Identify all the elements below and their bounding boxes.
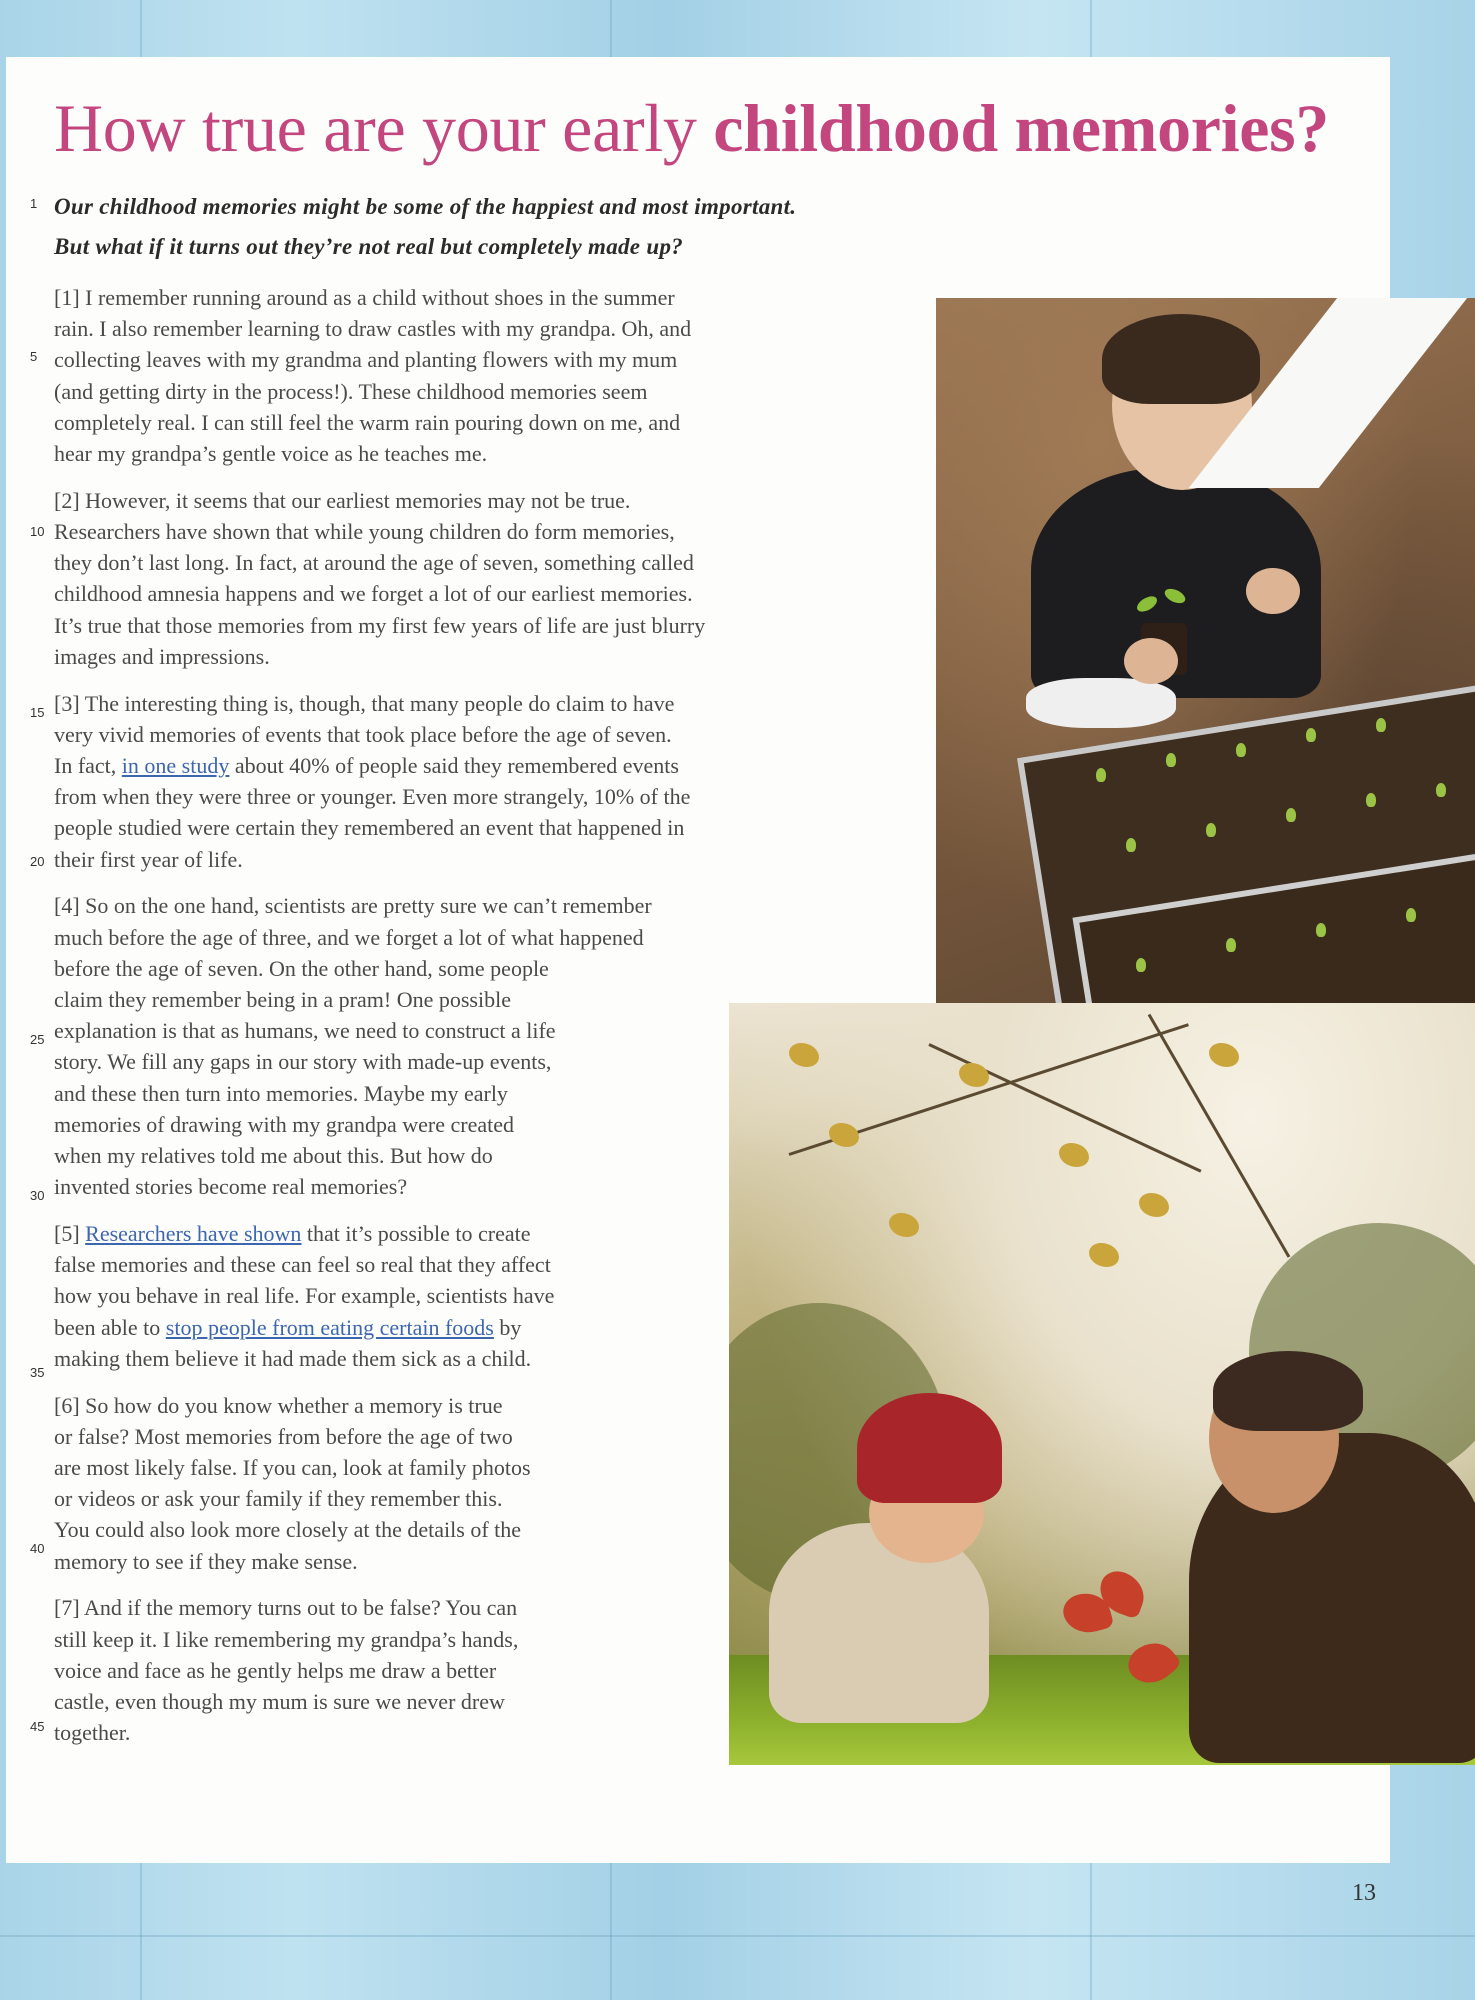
text-line: [2] However, it seems that our earliest memories may not be true. [54, 487, 631, 513]
text-line: childhood amnesia happens and we forget a lot of our earliest memories. [54, 581, 693, 607]
text-line: or false? Most memories from before the age of two [54, 1423, 513, 1449]
text-line: how you behave in real life. For example, scientists have [54, 1283, 555, 1309]
line-number: 5 [30, 349, 38, 364]
line-number: 15 [30, 705, 45, 720]
text-line: (and getting dirty in the process!). These childhood memories seem [54, 378, 648, 404]
in-one-study-link[interactable]: in one study [121, 753, 230, 778]
child-red-hat [857, 1393, 1002, 1503]
text-line: false memories and these can feel so real that they affect [54, 1252, 551, 1278]
text-line: [4] So on the one hand, scientists are pretty sure we can’t remember [54, 893, 652, 919]
article-body [54, 282, 705, 1764]
line-number: 40 [30, 1541, 45, 1556]
text-line: hear my grandpa’s gentle voice as he teaches me. [54, 440, 488, 466]
maple-leaf [889, 1213, 919, 1237]
text-span: In fact, [54, 753, 122, 778]
grandparent-hair [1213, 1351, 1363, 1431]
researchers-have-shown-link[interactable]: Researchers have shown [85, 1221, 302, 1246]
maple-leaf [1209, 1043, 1239, 1067]
text-line: still keep it. I like remembering my grandpa’s hands, [54, 1626, 519, 1652]
paragraph-2 [54, 485, 705, 672]
maple-leaf [959, 1063, 989, 1087]
photo-boy-planting-seedlings [936, 298, 1475, 1010]
stop-people-eating-foods-link[interactable]: stop people from eating certain foods [165, 1314, 494, 1340]
text-span: about 40% of people said they remembered events [229, 753, 679, 778]
text-line: [7] And if the memory turns out to be false? You can [54, 1595, 518, 1621]
seedling [1136, 958, 1146, 972]
paragraph-4 [54, 890, 705, 1202]
maple-leaf [1139, 1193, 1169, 1217]
text-line: rain. I also remember learning to draw castles with my grandpa. Oh, and [54, 316, 692, 342]
paragraph-5 [54, 1218, 705, 1374]
maple-leaf [1059, 1143, 1089, 1167]
photo-child-and-grandparent-autumn [729, 1003, 1475, 1765]
text-span: that it’s possible to create [301, 1221, 531, 1246]
seedling [1316, 923, 1326, 937]
text-line: images and impressions. [54, 643, 270, 669]
text-line: they don’t last long. In fact, at around the age of seven, something called [54, 550, 694, 576]
maple-leaf [789, 1043, 819, 1067]
seedling [1206, 823, 1216, 837]
background-plank [0, 1935, 1475, 1937]
maple-leaf [1089, 1243, 1119, 1267]
seedling [1236, 743, 1246, 757]
line-number: 25 [30, 1032, 45, 1047]
text-line: and these then turn into memories. Maybe my early [54, 1080, 508, 1106]
boy-hand [1246, 568, 1300, 614]
text-line: much before the age of three, and we forget a lot of what happened [54, 924, 644, 950]
text-line [54, 750, 705, 781]
text-line: completely real. I can still feel the warm rain pouring down on me, and [54, 409, 681, 435]
paragraph-6 [54, 1390, 705, 1577]
line-number: 1 [30, 196, 38, 211]
paragraph-1 [54, 282, 705, 469]
maple-leaf [829, 1123, 859, 1147]
text-line: explanation is that as humans, we need to construct a life [54, 1018, 556, 1044]
line-number: 20 [30, 854, 45, 869]
text-line: very vivid memories of events that took place before the age of seven. [54, 721, 672, 747]
article-lede [54, 187, 1054, 267]
text-line: are most likely false. If you can, look at family photos [54, 1455, 531, 1480]
text-line: together. [54, 1720, 131, 1746]
lede-line: But what if it turns out they’re not real but completely made up? [54, 234, 684, 259]
text-line: claim they remember being in a pram! One possible [54, 987, 511, 1012]
seedling [1126, 838, 1136, 852]
text-line: Researchers have shown that while young children do form memories, [54, 519, 675, 544]
text-line: memory to see if they make sense. [54, 1548, 358, 1574]
text-line: making them believe it had made them sick as a child. [54, 1345, 532, 1371]
text-line: It’s true that those memories from my first few years of life are just blurry [54, 612, 706, 638]
text-line: [3] The interesting thing is, though, that many people do claim to have [54, 690, 675, 716]
text-line: or videos or ask your family if they remember this. [54, 1486, 503, 1512]
text-line [54, 1218, 705, 1249]
text-line: [1] I remember running around as a child without shoes in the summer [54, 285, 675, 310]
boy-hair [1102, 314, 1260, 404]
text-line: [6] So how do you know whether a memory is true [54, 1392, 503, 1418]
lede-line: Our childhood memories might be some of the happiest and most important. [54, 194, 797, 219]
text-line: when my relatives told me about this. But how do [54, 1142, 493, 1168]
text-line: You could also look more closely at the details of the [54, 1517, 522, 1543]
text-line: collecting leaves with my grandma and planting flowers with my mum [54, 347, 678, 373]
text-line: before the age of seven. On the other hand, some people [54, 955, 549, 981]
text-line: voice and face as he gently helps me draw a better [54, 1657, 497, 1683]
text-line: castle, even though my mum is sure we never drew [54, 1689, 505, 1714]
line-number: 35 [30, 1365, 45, 1380]
text-line: people studied were certain they remembered an event that happened in [54, 815, 685, 841]
line-number: 10 [30, 524, 45, 539]
paragraph-3 [54, 688, 705, 875]
text-line: invented stories become real memories? [54, 1174, 408, 1200]
text-line: their first year of life. [54, 846, 243, 872]
paragraph-7 [54, 1592, 705, 1748]
article-title: How true are your early childhood memories? [54, 90, 1330, 166]
seedling [1436, 783, 1446, 797]
text-span: [5] [54, 1221, 86, 1246]
line-number: 45 [30, 1719, 45, 1734]
seedling [1286, 808, 1296, 822]
text-span: been able to [54, 1314, 166, 1340]
seedling [1366, 793, 1376, 807]
text-line [54, 1312, 705, 1343]
text-line: memories of drawing with my grandpa were created [54, 1111, 514, 1137]
boy-knee [1026, 678, 1176, 728]
seedling [1306, 728, 1316, 742]
boy-hand [1124, 638, 1178, 684]
text-span: by [493, 1314, 522, 1340]
line-number: 30 [30, 1188, 45, 1203]
seedling [1166, 753, 1176, 767]
seedling [1226, 938, 1236, 952]
seedling [1376, 718, 1386, 732]
text-line: story. We fill any gaps in our story with made-up events, [54, 1049, 552, 1075]
page-number: 13 [1352, 1880, 1376, 1906]
text-line: from when they were three or younger. Even more strangely, 10% of the [54, 784, 691, 810]
seedling [1096, 768, 1106, 782]
seedling [1406, 908, 1416, 922]
